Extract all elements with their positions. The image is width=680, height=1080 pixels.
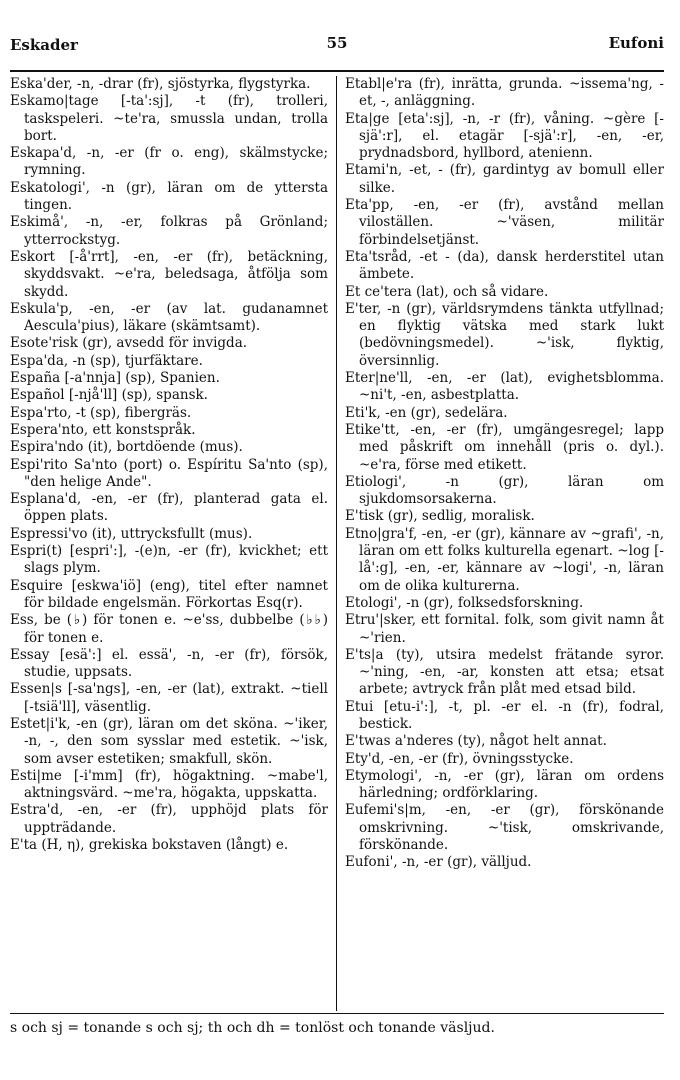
dictionary-entry: Ety'd, -en, -er (fr), övningsstycke. [345,750,574,767]
dictionary-entry: Español [-njå'll] (sp), spansk. [10,387,208,404]
page-number: 55 [326,34,348,52]
left-guide-word: Eskader [10,36,78,54]
dictionary-entry: Espi'rito Sa'nto (port) o. Espíritu Sa'nto (sp), "den helige Ande". [10,456,328,490]
header-rule [10,70,664,72]
right-column [337,76,664,1011]
dictionary-entry: Eta|ge [eta':sj], -n, -r (fr), våning. ~gère [-sjä':r], el. etagär [-sjä':r], -en, -er, prydnadsbord, hyllbord, atenienn. [345,110,664,162]
dictionary-entry: Eta'pp, -en, -er (fr), avstånd mellan viloställen. ~'väsen, militär förbindelsetjänst. [345,197,664,248]
dictionary-entry: Eter|ne'll, -en, -er (lat), evighetsblomma. ~ni't, -en, asbestplatta. [345,370,664,404]
dictionary-entry: Eufoni', -n, -er (gr), välljud. [345,854,532,871]
dictionary-entry: Espressi'vo (it), uttrycksfullt (mus). [10,525,253,542]
right-guide-word: Eufoni [608,34,664,52]
page-header [10,28,664,56]
dictionary-entry: Eskatologi', -n (gr), läran om de yttersta tingen. [10,179,328,214]
dictionary-entry: Esti|me [-i'mm] (fr), högaktning. ~mabe'l, aktningsvärd. ~me'ra, högakta, uppskatta. [10,767,328,802]
dictionary-entry: Etiologi', -n (gr), läran om sjukdomsorsakerna. [345,473,664,508]
dictionary-entry: Eskula'p, -en, -er (av lat. gudanamnet Aescula'pius), läkare (skämtsamt). [10,300,328,335]
dictionary-entry: Etymologi', -n, -er (gr), läran om ordens härledning; ordförklaring. [345,767,664,802]
dictionary-entry: Etologi', -n (gr), folksedsforskning. [345,594,584,611]
dictionary-entry: Etike'tt, -en, -er (fr), umgängesregel; lapp med påskrift om innehåll (pris o. dyl.). ~e'ra, förse med etikett. [345,421,664,473]
dictionary-entry: Eskimå', -n, -er, folkras på Grönland; ytterrockstyg. [10,214,328,248]
dictionary-entry: Estet|i'k, -en (gr), läran om det sköna. ~'iker, -n, -, den som sysslar med estetik. ~'isk, som avser estetiken; smakfull, skön. [10,715,328,767]
pronunciation-footnote: s och sj = tonande s och sj; th och dh = tonlöst och tonande väsljud. [10,1020,495,1036]
dictionary-entry: Espri(t) [espri':], -(e)n, -er (fr), kvickhet; ett slags plym. [10,543,328,577]
dictionary-entry: Etabl|e'ra (fr), inrätta, grunda. ~issema'ng, -et, -, anläggning. [345,76,664,110]
dictionary-entry: Etru'|sker, ett fornital. folk, som givit namn åt ~'rien. [345,612,664,646]
dictionary-entry: Estra'd, -en, -er (fr), upphöjd plats för uppträdande. [10,802,328,836]
dictionary-entry: Eti'k, -en (gr), sedelära. [345,404,508,421]
dictionary-entry: Eska'der, -n, -drar (fr), sjöstyrka, flygstyrka. [10,76,311,92]
dictionary-entry: Eufemi's|m, -en, -er (gr), förskönande omskrivning. ~'tisk, omskrivande, förskönande. [345,802,664,854]
dictionary-entry: Eskort [-å'rrt], -en, -er (fr), betäckning, skyddsvakt. ~e'ra, beledsaga, åtfölja som skydd. [10,248,328,300]
dictionary-entry: E'twas a'nderes (ty), något helt annat. [345,733,607,750]
dictionary-entry: Etno|gra'f, -en, -er (gr), kännare av ~grafi', -n, läran om ett folks kulturella egenart. ~log [-lå':g], -en, -er, kännare av ~logi', -n, läran om de olika kulturerna. [345,525,664,594]
dictionary-entry: Et ce'tera (lat), och så vidare. [345,283,549,300]
dictionary-entry: Etui [etu-i':], -t, pl. -er el. -n (fr), fodral, bestick. [345,698,664,732]
dictionary-entry: Esquire [eskwa'iö] (eng), titel efter namnet för bildade engelsmän. Förkortas Esq(r). [10,577,328,611]
dictionary-entry: Esplana'd, -en, -er (fr), planterad gata el. öppen plats. [10,491,328,525]
dictionary-entry: Etami'n, -et, - (fr), gardintyg av bomull eller silke. [345,162,664,196]
dictionary-entry: Esote'risk (gr), avsedd för invigda. [10,335,248,352]
entry-columns [10,76,664,1011]
dictionary-entry: Eta'tsråd, -et - (da), dansk herderstitel utan ämbete. [345,248,664,283]
left-column [10,76,337,1011]
dictionary-entry: Eskamo|tage [-ta':sj], -t (fr), trolleri, taskspeleri. ~te'ra, smussla undan, trolla bort. [10,93,328,144]
dictionary-entry: España [-a'nnja] (sp), Spanien. [10,370,220,387]
dictionary-entry: Eskapa'd, -n, -er (fr o. eng), skälmstycke; rymning. [10,145,328,179]
dictionary-entry: Espira'ndo (it), bortdöende (mus). [10,439,243,456]
dictionary-entry: E'ter, -n (gr), världsrymdens tänkta utfyllnad; en flyktig vätska med stark lukt (bedövningsmedel). ~'isk, flyktig, översinnlig. [345,300,664,369]
dictionary-entry: Ess, be (♭) för tonen e. ~e'ss, dubbelbe (♭♭) för tonen e. [10,612,328,646]
dictionary-entry: E'tisk (gr), sedlig, moralisk. [345,508,535,525]
dictionary-entry: Espa'rto, -t (sp), fibergräs. [10,404,192,421]
dictionary-entry: E'ta (H, η), grekiska bokstaven (långt) e. [10,837,289,854]
dictionary-entry: Espa'da, -n (sp), tjurfäktare. [10,352,203,369]
dictionary-entry: Essay [esä':] el. essä', -n, -er (fr), försök, studie, uppsats. [10,646,328,681]
dictionary-entry: Espera'nto, ett konstspråk. [10,421,196,438]
dictionary-entry: E'ts|a (ty), utsira medelst frätande syror. ~'ning, -en, -ar, konsten att etsa; etsat arbete; avtryck från plåt med etsad bild. [345,646,664,698]
dictionary-entry: Essen|s [-sa'ngs], -en, -er (lat), extrakt. ~tiell [-tsiä'll], väsentlig. [10,681,328,715]
